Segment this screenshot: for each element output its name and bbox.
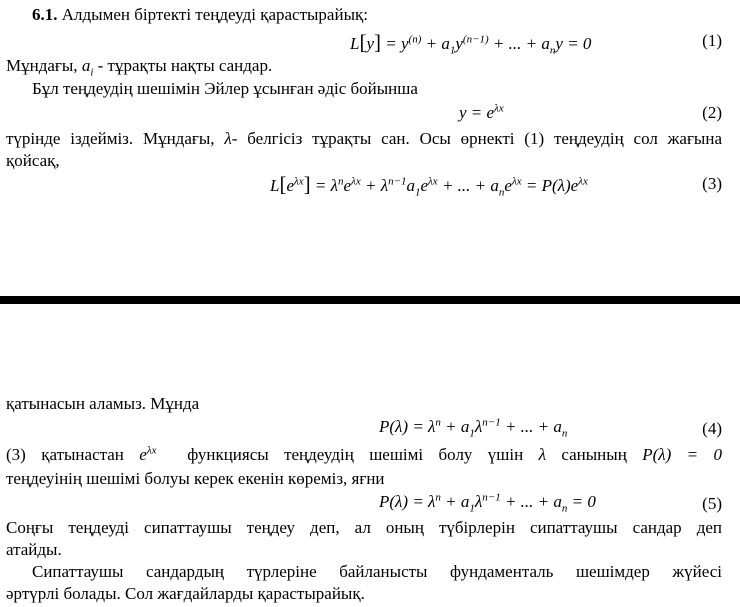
equation-2: $y = e^{\lambda x}$ (459, 102, 504, 122)
page-separator (0, 296, 740, 304)
paragraph-characteristic-line1: Соңғы теңдеуді сипаттаушы теңдеу деп, ал оның түбірлерін сипаттаушы сандар деп (6, 518, 722, 537)
equation-5: $P(\lambda) = \lambda^n + a_1\lambda^{n-1}$ + ... + $a_n = 0$ (379, 491, 596, 515)
variable-lambda: λ (538, 445, 546, 464)
text-segment: санының (545, 445, 643, 464)
section-number: 6.1. (32, 5, 58, 24)
text-segment: - белгісіз тұрақты сан. Осы өрнекті (1) теңдеудің сол жағына (231, 129, 722, 148)
paragraph-search-line1 (0, 129, 740, 149)
paragraph-relation: қатынасын аламыз. Мұнда (6, 394, 200, 413)
variable-lambda: λ (224, 129, 232, 148)
text-segment: түрінде іздейміз. Мұндағы, (6, 129, 225, 148)
paragraph-fundamental-line2: әртүрлі болады. Сол жағдайларды қарастырайық. (6, 584, 365, 603)
paragraph-characteristic-line2: атайды. (6, 540, 62, 559)
equation-3: $L[e^{\lambda x}] = \lambda^ne^{\lambda x} + \lambda^{n-1}a_1e^{\lambda x}$ + ... + $a_ne^{\lambda x} = P(\lambda)e^{\lambda x}$ (270, 172, 588, 199)
text-segment: (3) қатынастан (6, 445, 140, 464)
paragraph-fundamental-line1: Сипаттаушы сандардың түрлеріне байланысты фундаменталь шешімдер жүйесі (32, 562, 722, 581)
page-bottom (0, 304, 740, 607)
section-heading (0, 5, 740, 25)
equation-1-number: (1) (702, 31, 722, 50)
page-top (0, 0, 740, 296)
text-segment: Мұндағы, (6, 56, 82, 75)
paragraph-euler: Бұл теңдеудің шешімін Эйлер ұсынған әдіс бойынша (32, 79, 418, 98)
equation-3-number: (3) (702, 174, 722, 193)
paragraph-function-line1 (0, 445, 740, 465)
variable-a-i: $a_i$ (81, 56, 94, 79)
equation-5-number: (5) (702, 494, 722, 513)
equation-4: $P(\lambda) = \lambda^n + a_1\lambda^{n-1}$ + ... + $a_n$ (379, 416, 568, 440)
paragraph-search-line2: қойсақ, (6, 151, 60, 170)
paragraph-function-line2: теңдеуінің шешімі болуы керек екенін көреміз, яғни (6, 469, 385, 488)
expression-e-lambda-x: $e^{\lambda x}$ (139, 444, 157, 464)
text-segment: - тұрақты нақты сандар. (93, 56, 273, 75)
equation-4-number: (4) (702, 419, 722, 438)
equation-1: $L[y] = y^{(n)} + a_1y^{(n-1)}$ + ... + $a_ny = 0$ (350, 30, 592, 57)
expression-p-lambda-zero: P(λ) = 0 (642, 445, 722, 464)
equation-2-number: (2) (702, 103, 722, 122)
section-title: Алдымен біртекті теңдеуді қарастырайық: (57, 5, 368, 24)
text-segment: функциясы теңдеудің шешімі болу үшін (187, 445, 539, 464)
paragraph-constants (0, 56, 740, 79)
